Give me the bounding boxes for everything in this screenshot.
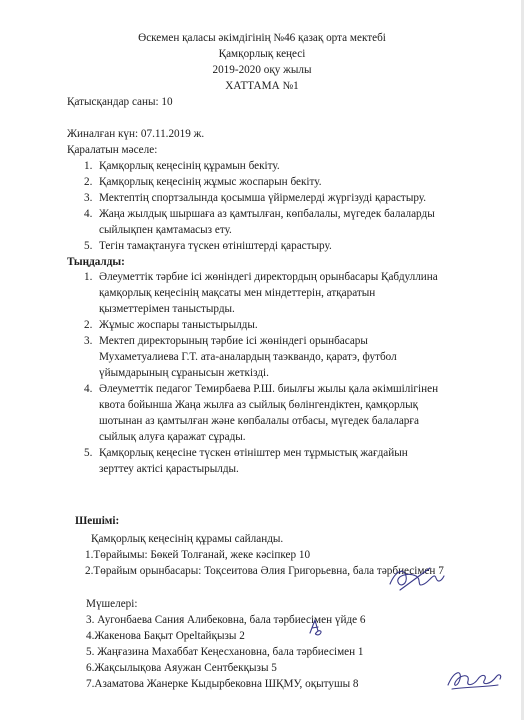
heard-item: Мектеп директорының тәрбие ісі жөніндегі орынбасары (99, 335, 368, 347)
officer-chair: 1.Төрайымы: Бөкей Толғанай, жеке кәсіпкер 10 (85, 549, 311, 561)
heard-number: 2. (84, 319, 93, 331)
officer-deputy: 2.Төрайым орынбасары: Тоқсеитова Әлия Григорьевна, бала тәрбиесімен 7 (85, 565, 444, 577)
heard-number: 5. (84, 447, 93, 459)
heard-item-continued: үйымдарының сұранысын жеткізді. (99, 367, 269, 379)
heard-item-continued: квота бойынша Жаңа жылға аз сыйлық бөлінгендіктен, қамқорлық (99, 399, 419, 411)
agenda-item: Жаңа жылдық шыршаға аз қамтылған, көпбалалы, мүгедек балаларды (99, 208, 435, 220)
attendees-count: Қатысқандар саны: 10 (67, 96, 173, 108)
member-item: 7.Азаматова Жанерке Кыдырбековна ШҚМУ, оқытушы 8 (86, 678, 359, 690)
heard-item-continued: сыйлық алуға қаражат сұрады. (99, 431, 246, 443)
members-heading: Мүшелері: (86, 598, 138, 610)
heard-item-continued: қамқорлық кеңесінің мақсаты мен міндеттерін, атқаратын (99, 287, 376, 299)
decision-intro: Қамқорлық кеңесінің құрамы сайланды. (91, 533, 284, 545)
member-item: 5. Жаңғазина Махаббат Кеңесхановна, бала тәрбиесімен 1 (86, 646, 364, 658)
member-item: 3. Аугонбаева Сания Алибековна, бала тәрбиесімен үйде 6 (86, 614, 366, 626)
agenda-number: 4. (84, 208, 93, 220)
heard-item-continued: Мухаметуалиева Г.Т. ата-аналардың таэквандо, қаратэ, футбол (99, 351, 397, 363)
heard-number: 1. (84, 271, 93, 283)
signature-mark (386, 562, 446, 594)
member-item: 4.Жакенова Бақыт Ореltайқызы 2 (86, 630, 245, 642)
heard-item: Әлеуметтік педагог Темирбаева Р.Ш. биылғы жылы қала әкімшілігінен (99, 383, 439, 395)
heard-item: Әлеуметтік тәрбие ісі жөніндегі директордың орынбасары Қабдуллина (99, 271, 438, 283)
signature-mark (306, 617, 326, 637)
heard-item-continued: зерттеу актісі қарастырылды. (99, 463, 239, 475)
heard-number: 3. (84, 335, 93, 347)
heard-number: 4. (84, 383, 93, 395)
school-name: Өскемен қаласы әкімдігінің №46 қазақ орта мектебі (138, 32, 386, 44)
member-item: 6.Жақсылықова Аяужан Сентбекқызы 5 (86, 662, 277, 674)
heard-item: Қамқорлық кеңесіне түскен өтініштер мен тұрмыстық жағдайын (99, 447, 408, 459)
document-title: ХАТТАМА №1 (225, 80, 299, 92)
agenda-item: Тегін тамақтануға түскен өтініштерді қарастыру. (99, 240, 332, 252)
agenda-number: 1. (84, 160, 93, 172)
heard-item-continued: қызметтерімен таныстырды. (99, 303, 235, 315)
agenda-item: Қамқорлық кеңесінің жұмыс жоспарын бекіту. (99, 176, 322, 188)
agenda-item: Қамқорлық кеңесінің құрамын бекіту. (99, 160, 280, 172)
agenda-heading: Қаралатын мәселе: (67, 144, 158, 156)
agenda-number: 5. (84, 240, 93, 252)
agenda-item-continued: сыйлықпен қамтамасыз ету. (99, 224, 232, 236)
heard-heading: Тыңдалды: (67, 256, 125, 268)
council-name: Қамқорлық кеңесі (218, 48, 306, 60)
heard-item-continued: шотынан аз қамтылған және көпбалалы отбасы, мүгедек балаларға (99, 415, 419, 427)
meeting-date: Жиналған күн: 07.11.2019 ж. (67, 128, 205, 140)
agenda-item: Мектептің спортзалында қосымша үйірмелерді жүргізуді қарастыру. (99, 192, 427, 204)
decision-heading: Шешімі: (75, 515, 120, 527)
academic-year: 2019-2020 оқу жылы (212, 64, 312, 76)
heard-item: Жұмыс жоспары таныстырылды. (99, 319, 258, 331)
agenda-number: 3. (84, 192, 93, 204)
agenda-number: 2. (84, 176, 93, 188)
signature-mark (444, 665, 504, 693)
